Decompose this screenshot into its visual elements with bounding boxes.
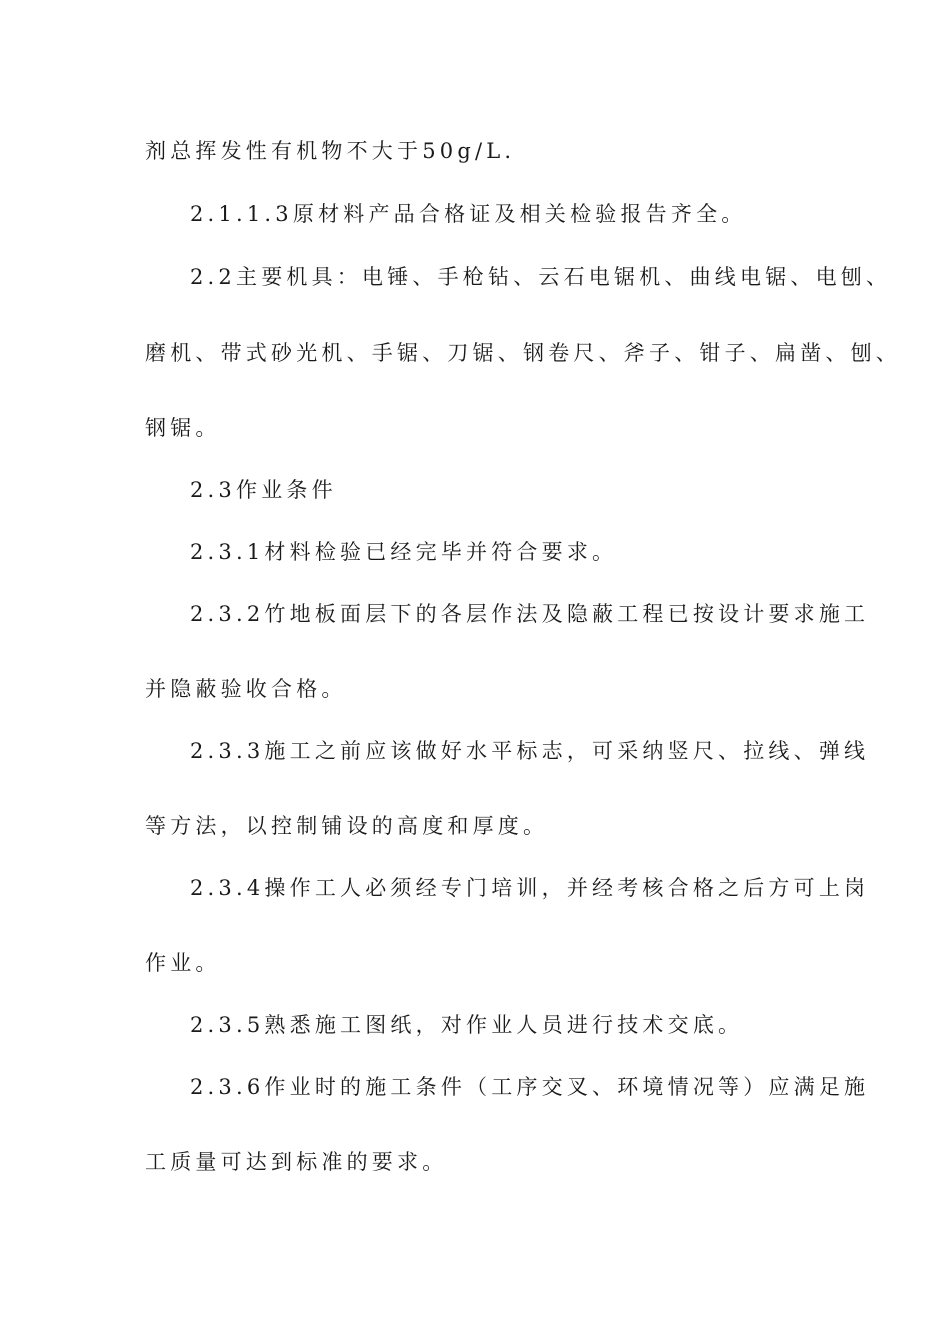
heading-2-3: 2.3作业条件 bbox=[190, 478, 337, 502]
text-line-2-3-1: 2.3.1材料检验已经完毕并符合要求。 bbox=[190, 540, 618, 564]
text-line-2-3-2-cont: 并隐蔽验收合格。 bbox=[145, 677, 347, 701]
text-line-2-3-5: 2.3.5熟悉施工图纸，对作业人员进行技术交底。 bbox=[190, 1013, 744, 1037]
text-line-2-3-4: 2.3.4操作工人必须经专门培训，并经考核合格之后方可上岗 bbox=[190, 876, 870, 900]
text-line-2-1-1-3: 2.1.1.3原材料产品合格证及相关检验报告齐全。 bbox=[190, 202, 747, 226]
text-line-vocs-limit: 剂总挥发性有机物不大于50g/L. bbox=[145, 139, 516, 163]
text-line-2-3-4-cont: 作业。 bbox=[145, 951, 221, 975]
text-line-2-3-2: 2.3.2竹地板面层下的各层作法及隐蔽工程已按设计要求施工 bbox=[190, 602, 870, 626]
text-line-2-2-tools-cont: 磨机、带式砂光机、手锯、刀锯、钢卷尺、斧子、钳子、扁凿、刨、 bbox=[145, 341, 901, 365]
text-line-2-3-3: 2.3.3施工之前应该做好水平标志，可采纳竖尺、拉线、弹线 bbox=[190, 739, 870, 763]
text-line-2-2-tools-end: 钢锯。 bbox=[145, 416, 221, 440]
text-line-2-2-tools: 2.2主要机具：电锤、手枪钻、云石电锯机、曲线电锯、电刨、 bbox=[190, 265, 892, 289]
text-line-2-3-6: 2.3.6作业时的施工条件（工序交叉、环境情况等）应满足施 bbox=[190, 1075, 870, 1099]
text-line-2-3-6-cont: 工质量可达到标准的要求。 bbox=[145, 1150, 448, 1174]
text-line-2-3-3-cont: 等方法，以控制铺设的高度和厚度。 bbox=[145, 814, 549, 838]
